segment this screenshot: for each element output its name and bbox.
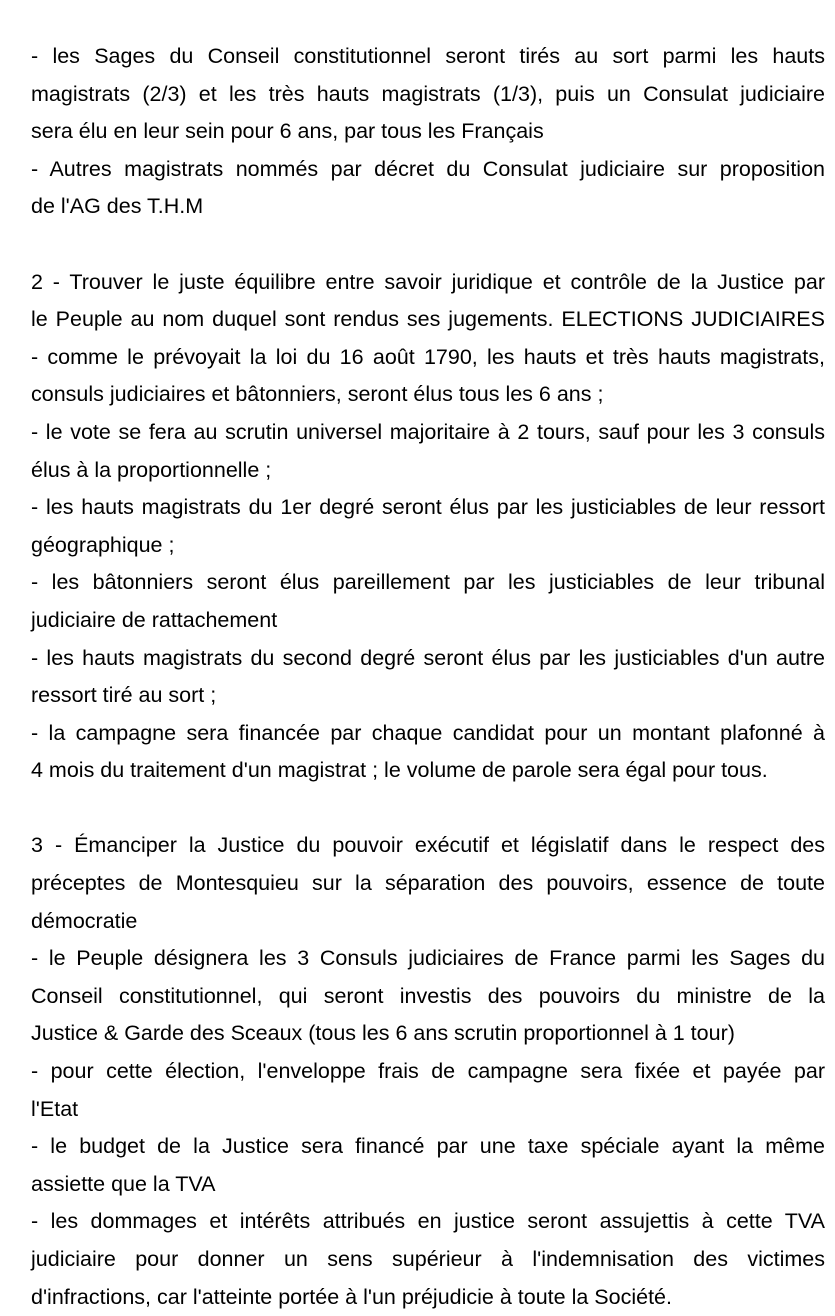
text-line: judiciaire pour donner un sens supérieur à l'indemnisation des victimes — [31, 1247, 825, 1271]
text-line: - le Peuple désignera les 3 Consuls judiciaires de France parmi les Sages du — [31, 946, 825, 971]
text-line: judiciaire de rattachement — [31, 607, 278, 632]
text-line: Justice & Garde des Sceaux (tous les 6 ans scrutin proportionnel à 1 tour) — [31, 1021, 735, 1046]
paragraph — [31, 827, 825, 1316]
text-line: l'Etat — [31, 1096, 79, 1121]
text-line: - les Sages du Conseil constitutionnel seront tirés au sort parmi les hauts — [31, 44, 825, 68]
text-line: - Autres magistrats nommés par décret du Consulat judiciaire sur proposition — [31, 156, 825, 181]
text-line: - le vote se fera au scrutin universel majoritaire à 2 tours, sauf pour les 3 consuls — [31, 419, 825, 444]
text-line: - les hauts magistrats du second degré seront élus par les justiciables d'un autre — [31, 645, 825, 670]
text-line: 2 - Trouver le juste équilibre entre savoir juridique et contrôle de la Justice par — [31, 269, 825, 294]
text-line: - comme le prévoyait la loi du 16 août 1790, les hauts et très hauts magistrats, — [31, 344, 825, 369]
text-line: sera élu en leur sein pour 6 ans, par tous les Français — [31, 119, 544, 144]
text-line: - les bâtonniers seront élus pareillement par les justiciables de leur tribunal — [31, 570, 825, 595]
text-line: - pour cette élection, l'enveloppe frais de campagne sera fixée et payée par — [31, 1059, 825, 1084]
document-page — [31, 38, 825, 1316]
text-line: le Peuple au nom duquel sont rendus ses jugements. ELECTIONS JUDICIAIRES — [31, 307, 825, 332]
text-line: Conseil constitutionnel, qui seront investis des pouvoirs du ministre de la — [31, 983, 825, 1008]
text-line: 4 mois du traitement d'un magistrat ; le volume de parole sera égal pour tous. — [31, 758, 768, 783]
text-line: d'infractions, car l'atteinte portée à l'un préjudicie à toute la Société. — [31, 1284, 672, 1309]
text-line: - les dommages et intérêts attribués en justice seront assujettis à cette TVA — [31, 1209, 825, 1234]
text-line: consuls judiciaires et bâtonniers, seront élus tous les 6 ans ; — [31, 382, 604, 407]
text-line: démocratie — [31, 908, 138, 933]
text-line: élus à la proportionnelle ; — [31, 457, 272, 482]
text-line: - les hauts magistrats du 1er degré seront élus par les justiciables de leur ressort — [31, 495, 825, 520]
text-line: magistrats (2/3) et les très hauts magistrats (1/3), puis un Consulat judiciaire — [31, 81, 825, 106]
text-line: - le budget de la Justice sera financé par une taxe spéciale ayant la même — [31, 1134, 825, 1159]
text-line: 3 - Émanciper la Justice du pouvoir exécutif et législatif dans le respect des — [31, 833, 825, 858]
text-line: préceptes de Montesquieu sur la séparation des pouvoirs, essence de toute — [31, 871, 825, 896]
text-line: géographique ; — [31, 532, 175, 557]
paragraph — [31, 38, 825, 226]
text-line: - la campagne sera financée par chaque candidat pour un montant plafonné à — [31, 720, 825, 745]
paragraph-spacer — [31, 790, 825, 828]
paragraph — [31, 264, 825, 790]
text-line: de l'AG des T.H.M — [31, 194, 204, 219]
text-line: ressort tiré au sort ; — [31, 683, 217, 708]
text-line: assiette que la TVA — [31, 1171, 216, 1196]
paragraph-spacer — [31, 226, 825, 264]
